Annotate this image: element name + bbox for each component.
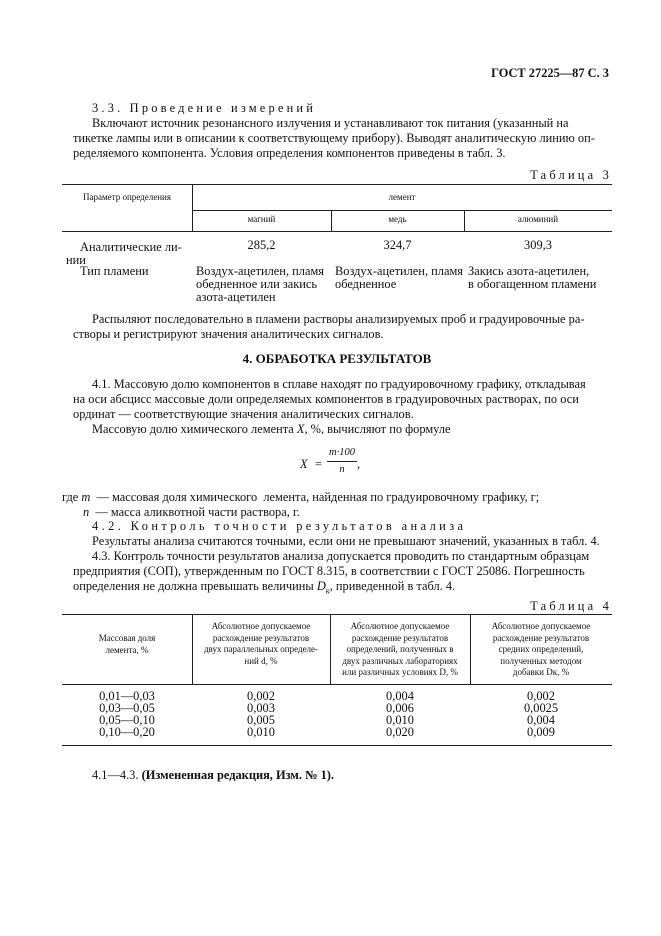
header-line: или различных условиях D, % (342, 667, 458, 677)
s43-text: , приведенной в табл. 4. (329, 579, 456, 593)
table3-cell: в обогащенном пламени (468, 277, 597, 291)
s41-line4 (92, 422, 451, 438)
table3-row1-label-cont: нии (66, 253, 86, 267)
table-cell: 0,10—0,20 (99, 725, 155, 739)
section-4-title: 4. ОБРАБОТКА РЕЗУЛЬТАТОВ (242, 351, 432, 366)
table3-cell: 285,2 (247, 238, 276, 252)
table3-cell: Воздух-ацетилен, пламя (335, 264, 463, 278)
s33-line3: ределяемого компонента. Условия определения компонентов приведены в табл. 3. (73, 146, 506, 160)
table-cell: 0,009 (527, 725, 555, 739)
s42-text: Результаты анализа считаются точными, если они не превышают значений, указанных в табл. 4. (92, 534, 600, 548)
table-cell: 0,020 (386, 725, 414, 739)
table3-header-copper: медь (388, 214, 407, 224)
table4-col4 (470, 690, 612, 738)
table4-caption: Таблица 4 (530, 599, 612, 613)
table-cell: 0,006 (386, 701, 414, 715)
table3-header-aluminium: алюминий (517, 214, 559, 224)
table-cell: 0,004 (386, 689, 414, 703)
spray-line2: створы и регистрируют значения аналитических сигналов. (73, 327, 384, 341)
s41-text: , %, вычисляют по формуле (304, 422, 451, 436)
s41-line1: 4.1. Массовую долю компонентов в сплаве находят по градуировочному графику, откладывая (92, 377, 586, 391)
header-line: Абсолютное допускаемое (211, 621, 311, 631)
table3-header-element: лемент (388, 192, 416, 202)
s33-line1: Включают источник резонансного излучения и устанавливают ток питания (указанный на (92, 116, 569, 130)
table4-header-Dk (470, 621, 612, 679)
s41-line2: на оси абсцисс массовые доли определяемых компонентов в градуировочных растворах, по оси (73, 392, 579, 406)
s43-line3 (73, 579, 455, 599)
s43-line2: предприятия (СОП), утвержденным по ГОСТ 8.315, в соответствии с ГОСТ 25086. Погрешность (73, 564, 585, 578)
variable-d: D (316, 579, 326, 593)
s33-line2: тикетке лампы или в описании к соответствующему прибору). Выводят аналитическую линию оп- (73, 131, 595, 145)
header-line: Массовая доля (98, 633, 156, 643)
table3-header-param: Параметр определения (83, 192, 171, 202)
formula-numerator: m·100 (329, 447, 355, 458)
table4-col1 (62, 690, 192, 738)
table3-caption: Таблица 3 (530, 168, 612, 182)
variable-n: n (83, 505, 90, 519)
header-line: добавки Dк, % (512, 667, 570, 677)
table-cell: 0,05—0,10 (99, 713, 155, 727)
variable-m: m (81, 490, 91, 504)
table3-cell: обедненное или закись (196, 277, 318, 291)
variable-x: X (296, 422, 305, 436)
amendment-text: (Измененная редакция, Изм. № 1). (141, 768, 335, 782)
where-text: — массовая доля химического лемента, найденная по градуировочному графику, г; (90, 490, 540, 504)
table-cell: 0,010 (386, 713, 414, 727)
table4-header-d (192, 621, 330, 667)
amendment-ref: 4.1—4.3. (92, 768, 142, 782)
spray-line1: Распыляют последовательно в пламени растворы анализируемых проб и градуировочные ра- (92, 312, 585, 326)
table-cell: 0,03—0,05 (99, 701, 155, 715)
table3-cell: 324,7 (383, 238, 412, 252)
table-cell: 0,004 (527, 713, 555, 727)
table3-cell: 309,3 (524, 238, 552, 252)
table3-cell: Воздух-ацетилен, пламя (196, 264, 324, 278)
table-cell: 0,002 (247, 689, 275, 703)
header-line: расхождение результатов (212, 632, 310, 643)
table-cell: 0,010 (247, 725, 275, 739)
section-3-3-heading: 3.3. Проведение измерений (92, 101, 317, 115)
header-line: определений, полученных в (346, 644, 454, 654)
header-line: средних определений, (498, 644, 584, 654)
amendment-note (92, 768, 334, 784)
subscript-k: к (325, 586, 330, 596)
table4-col2 (192, 690, 330, 738)
where-text: — масса аликвотной части раствора, г. (89, 505, 300, 519)
where-text: где (62, 490, 82, 504)
table-cell: 0,0025 (523, 701, 559, 715)
s43-text: определения не должна превышать величины (73, 579, 317, 593)
table-cell: 0,002 (527, 689, 555, 703)
table4-header-D (330, 621, 470, 679)
table-cell: 0,003 (247, 701, 275, 715)
table3-header-magnesium: магний (247, 214, 276, 224)
table-cell: 0,01—0,03 (99, 689, 155, 703)
header-line: Абсолютное допускаемое (350, 621, 450, 631)
formula-comma: , (357, 457, 361, 471)
header-line: двух параллельных определе- (203, 644, 319, 654)
header-line: Абсолютное допускаемое (491, 621, 591, 631)
table-cell: 0,005 (247, 713, 275, 727)
table4-col3 (330, 690, 470, 738)
formula-lhs: X (300, 457, 308, 471)
table3-cell: азота-ацетилен (196, 290, 276, 304)
header-line: двух различных лабораториях (342, 655, 458, 666)
table3-cell: обедненное (335, 277, 397, 291)
page-header: ГОСТ 27225—87 С. 3 (491, 66, 609, 80)
s43-line1: 4.3. Контроль точности результатов анализа допускается проводить по стандартным образцам (92, 549, 590, 563)
table3-row2-label: Тип пламени (80, 264, 149, 278)
table3-cell: Закись азота-ацетилен, (468, 264, 590, 278)
s41-line3: ординат — соответствующие значения аналитических сигналов. (73, 407, 414, 421)
table4-header-mass (62, 633, 192, 656)
header-line: лемента, % (105, 644, 149, 655)
formula-fraction-bar (327, 461, 357, 462)
header-line: полученных методом (500, 655, 582, 666)
formula-denominator: n (339, 464, 345, 475)
s41-text: Массовую долю химического лемента (92, 422, 297, 436)
where-m (62, 490, 539, 506)
section-4-2-heading: 4.2. Контроль точности результатов анализа (92, 519, 467, 533)
table3-row1-label: Аналитические ли- (80, 240, 182, 254)
formula-equals: = (315, 457, 322, 471)
header-line: расхождение результатов (351, 632, 449, 643)
header-line: ний d, % (244, 655, 278, 666)
header-line: расхождение результатов (492, 632, 590, 643)
